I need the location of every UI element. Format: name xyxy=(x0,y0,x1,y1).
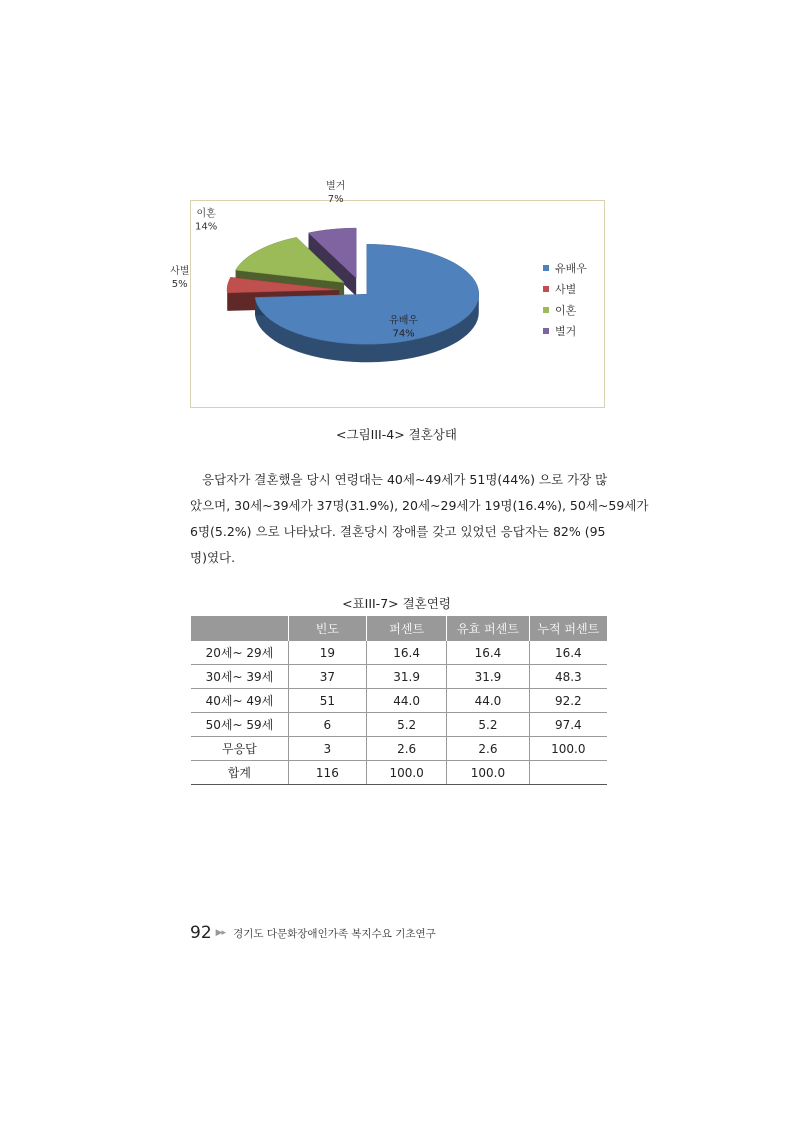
slice-value-label: 74% xyxy=(392,328,415,340)
table-cell: 100.0 xyxy=(366,761,446,785)
table-caption: <표III-7> 결혼연령 xyxy=(342,596,451,611)
table-cell: 2.6 xyxy=(447,737,529,761)
table-cell: 100.0 xyxy=(529,737,607,761)
slice-value-label: 14% xyxy=(195,221,218,233)
body-paragraph xyxy=(190,467,649,571)
table-cell: 31.9 xyxy=(447,665,529,689)
table-row xyxy=(191,665,607,689)
table-cell: 3 xyxy=(288,737,366,761)
marriage-age-table xyxy=(191,616,607,785)
header-cell: 빈도 xyxy=(288,616,366,641)
row-label: 50세~ 59세 xyxy=(191,713,288,737)
table-cell: 16.4 xyxy=(529,641,607,665)
table-cell: 16.4 xyxy=(366,641,446,665)
arrow-icon: ▶▸ xyxy=(215,928,226,938)
legend-swatch xyxy=(543,307,549,313)
legend-entry: 사별 xyxy=(555,283,577,296)
table-cell: 6 xyxy=(288,713,366,737)
table-cell: 44.0 xyxy=(447,689,529,713)
table-row xyxy=(191,689,607,713)
paragraph-line: 았으며, 30세~39세가 37명(31.9%), 20세~29세가 19명(16.4%), 50세~59세가 xyxy=(190,498,649,513)
table-cell: 5.2 xyxy=(366,713,446,737)
table-cell: 97.4 xyxy=(529,713,607,737)
header-cell: 누적 퍼센트 xyxy=(529,616,607,641)
slice-value-label: 5% xyxy=(171,278,188,290)
row-label: 30세~ 39세 xyxy=(191,665,288,689)
table-cell: 100.0 xyxy=(447,761,529,785)
header-cell: 유효 퍼센트 xyxy=(447,616,529,641)
table-cell: 92.2 xyxy=(529,689,607,713)
table-row xyxy=(191,641,607,665)
table-row xyxy=(191,737,607,761)
pie-chart xyxy=(170,181,605,408)
legend-swatch xyxy=(543,328,549,334)
row-label: 합계 xyxy=(191,761,288,785)
legend-swatch xyxy=(543,286,549,292)
table-cell: 16.4 xyxy=(447,641,529,665)
table-cell: 19 xyxy=(288,641,366,665)
table-header-row xyxy=(191,616,607,641)
table-row-total xyxy=(191,761,607,785)
table-cell: 5.2 xyxy=(447,713,529,737)
slice-category-label: 별거 xyxy=(325,181,346,193)
table-cell: 37 xyxy=(288,665,366,689)
row-label: 20세~ 29세 xyxy=(191,641,288,665)
table-cell: 44.0 xyxy=(366,689,446,713)
slice-category-label: 이혼 xyxy=(196,208,216,220)
slice-value-label: 7% xyxy=(327,194,344,206)
table-cell: 2.6 xyxy=(366,737,446,761)
row-label: 40세~ 49세 xyxy=(191,689,288,713)
page-footer xyxy=(190,920,436,946)
slice-category-label: 사별 xyxy=(170,265,190,277)
table-cell: 31.9 xyxy=(366,665,446,689)
page-number: 92 xyxy=(190,923,212,943)
legend-entry: 별거 xyxy=(555,325,577,338)
row-label: 무응답 xyxy=(191,737,288,761)
table-cell: 48.3 xyxy=(529,665,607,689)
footer-title: 경기도 다문화장애인가족 복지수요 기초연구 xyxy=(233,927,436,940)
header-cell: 퍼센트 xyxy=(366,616,446,641)
legend-swatch xyxy=(543,265,549,271)
paragraph-line: 명)였다. xyxy=(190,550,236,565)
table-row xyxy=(191,713,607,737)
table-cell xyxy=(529,761,607,785)
slice-category-label: 유배우 xyxy=(389,315,419,327)
paragraph-line: 응답자가 결혼했을 당시 연령대는 40세~49세가 51명(44%) 으로 가장 많 xyxy=(202,472,608,487)
legend-entry: 이혼 xyxy=(555,304,577,317)
header-cell xyxy=(191,616,288,641)
table-cell: 116 xyxy=(288,761,366,785)
table-cell: 51 xyxy=(288,689,366,713)
figure-caption: <그림III-4> 결혼상태 xyxy=(336,427,457,442)
legend-entry: 유배우 xyxy=(555,262,587,275)
paragraph-line: 6명(5.2%) 으로 나타났다. 결혼당시 장애를 갖고 있었던 응답자는 82% (95 xyxy=(190,524,606,539)
pie-chart-svg xyxy=(170,181,604,407)
